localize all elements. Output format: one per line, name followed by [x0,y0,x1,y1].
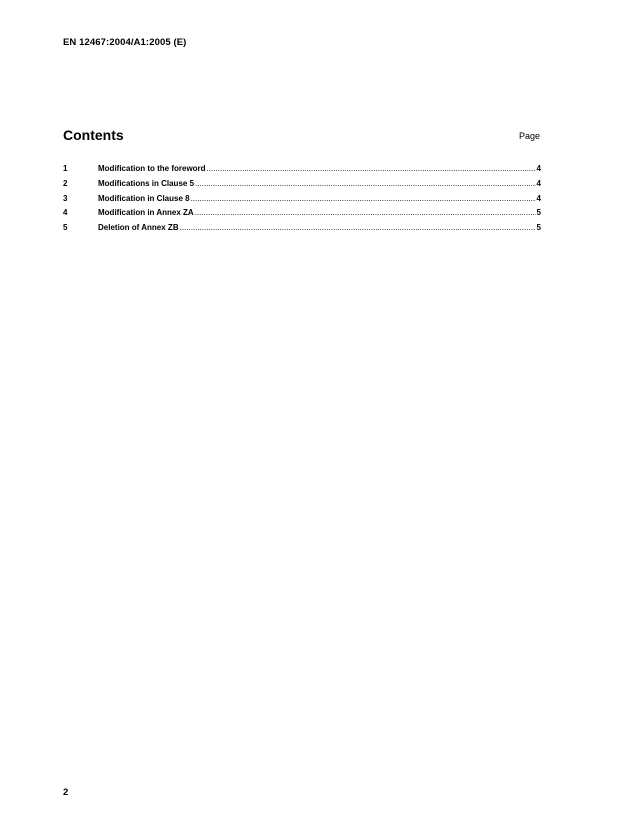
toc-entry-number: 4 [63,208,68,218]
page-number: 2 [63,787,69,798]
toc-dot-leader [207,164,536,173]
toc-entry[interactable] [63,208,541,223]
toc-entry-number: 2 [63,178,68,188]
toc-entry-number: 1 [63,164,68,173]
toc-entry-title[interactable]: Modification in Clause 8 [98,193,190,203]
toc-dot-leader [195,179,536,188]
toc-entry-title[interactable]: Modification to the foreword [98,164,206,173]
toc-entry[interactable] [63,223,541,238]
toc-entry-title[interactable]: Modifications in Clause 5 [98,178,195,188]
toc-entry[interactable] [63,194,541,209]
toc-entry-page: 4 [536,193,541,203]
document-identifier: EN 12467:2004/A1:2005 (E) [63,37,187,48]
toc-entry-number: 5 [63,223,68,233]
toc-entry-title[interactable]: Deletion of Annex ZB [98,223,179,233]
toc-dot-leader [180,223,536,232]
toc-dot-leader [195,208,536,217]
toc-entry-page: 4 [536,178,541,188]
toc-entry[interactable] [63,164,541,179]
toc-entry-title[interactable]: Modification in Annex ZA [98,208,194,218]
toc-entry[interactable] [63,179,541,194]
toc-entry-page: 4 [536,164,541,173]
toc-entry-page: 5 [536,208,541,218]
toc-entry-number: 3 [63,193,68,203]
contents-heading: Contents [63,127,124,143]
toc-dot-leader [191,194,536,203]
table-of-contents [63,164,541,238]
toc-entry-page: 5 [536,223,541,233]
page-column-label: Page [518,131,540,141]
